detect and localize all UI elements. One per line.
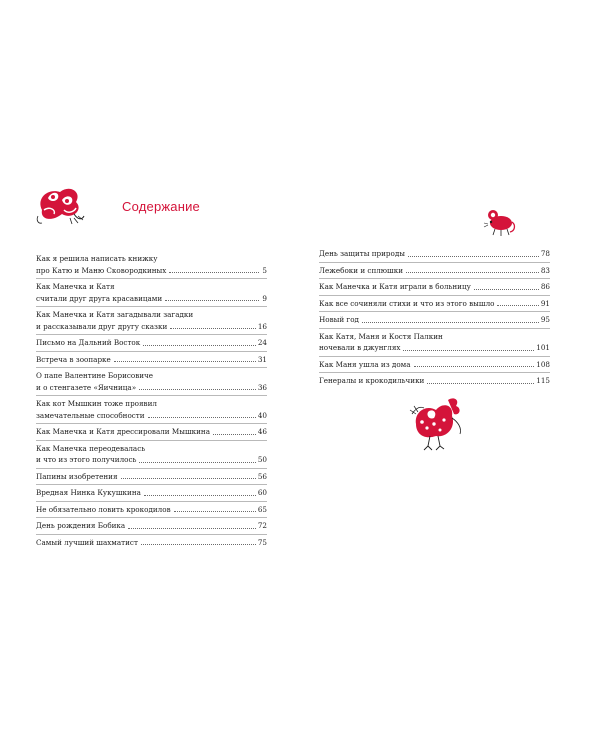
toc-page-number: 72 — [257, 521, 267, 530]
toc-entry-title: замечательные способности — [36, 410, 145, 420]
toc-entry[interactable] — [36, 484, 267, 501]
dot-leader — [408, 256, 539, 257]
dot-leader — [414, 366, 535, 367]
dot-leader — [141, 544, 256, 545]
toc-page-number: 24 — [257, 338, 267, 347]
toc-entry[interactable] — [319, 356, 550, 373]
toc-page-number: 46 — [257, 427, 267, 436]
toc-entry[interactable] — [319, 246, 550, 262]
dot-leader — [128, 528, 256, 529]
dot-leader — [139, 389, 256, 390]
toc-entry[interactable] — [36, 351, 267, 368]
toc-entry-title: Как Маня ушла из дома — [319, 359, 411, 369]
toc-entry-title: Папины изобретения — [36, 471, 118, 481]
toc-entry-title: Письмо на Дальний Восток — [36, 338, 141, 347]
toc-entry-title: Как я решила написать книжку — [36, 254, 158, 263]
toc-left — [36, 251, 267, 550]
right-page — [300, 0, 600, 750]
dot-leader — [497, 305, 538, 306]
toc-entry[interactable] — [319, 372, 550, 389]
dot-leader — [406, 272, 539, 273]
toc-entry[interactable] — [319, 328, 550, 356]
dot-leader — [169, 272, 259, 273]
flower-ornament-icon — [34, 180, 86, 226]
toc-entry[interactable] — [319, 295, 550, 312]
toc-page-number: 78 — [540, 249, 550, 258]
dot-leader — [148, 417, 256, 418]
dot-leader — [170, 328, 256, 329]
toc-page-number: 86 — [540, 282, 550, 291]
toc-entry[interactable] — [36, 440, 267, 468]
toc-entry[interactable] — [36, 517, 267, 534]
toc-entry-title: Вредная Нинка Кукушкина — [36, 488, 141, 497]
dot-leader — [139, 462, 255, 463]
toc-entry[interactable] — [36, 423, 267, 440]
toc-entry-title: Как Манечка и Катя — [36, 282, 115, 291]
toc-entry-title: ночевали в джунглях — [319, 343, 401, 352]
dot-leader — [474, 289, 539, 290]
toc-page-number: 40 — [257, 410, 267, 420]
toc-entry-title: Как кот Мышкин тоже проявил — [36, 399, 157, 408]
toc-page-number: 5 — [262, 265, 267, 275]
toc-page-number: 60 — [257, 488, 267, 497]
dot-leader — [403, 350, 534, 351]
toc-page-number: 115 — [536, 376, 550, 385]
dot-leader — [427, 383, 534, 384]
toc-entry[interactable] — [319, 311, 550, 328]
toc-entry-title: считали друг друга красавицами — [36, 293, 163, 303]
dot-leader — [165, 300, 259, 301]
toc-page-number: 91 — [540, 298, 550, 308]
toc-entry[interactable] — [319, 278, 550, 295]
toc-entry-title: Лежебоки и сплюшки — [319, 265, 404, 275]
toc-page-number: 75 — [257, 537, 267, 547]
dot-leader — [144, 495, 256, 496]
dot-leader — [114, 361, 256, 362]
toc-entry[interactable] — [36, 367, 267, 395]
toc-entry-title: Как Катя, Маня и Костя Палкин — [319, 331, 443, 341]
dot-leader — [121, 478, 256, 479]
toc-entry-title: и рассказывали друг другу сказки — [36, 321, 168, 331]
contents-heading: Содержание — [122, 199, 200, 214]
toc-entry-title: Как Манечка и Катя дрессировали Мышкина — [36, 427, 210, 436]
toc-entry[interactable] — [36, 278, 267, 306]
toc-entry-title: Новый год — [319, 315, 359, 324]
toc-page-number: 108 — [536, 359, 550, 369]
toc-entry-title: Генералы и крокодильчики — [319, 376, 425, 385]
toc-entry-title: и о стенгазете «Яичница» — [36, 382, 137, 392]
toc-page-number: 16 — [257, 321, 267, 331]
toc-entry-title: про Катю и Маню Сковородкиных — [36, 265, 167, 275]
dot-leader — [213, 434, 256, 435]
toc-entry[interactable] — [319, 262, 550, 279]
dot-leader — [362, 322, 539, 323]
toc-entry-title: и что из этого получилось — [36, 455, 137, 464]
toc-page-number: 31 — [257, 354, 267, 364]
toc-page-number: 101 — [536, 343, 550, 352]
toc-page-number: 95 — [540, 315, 550, 324]
toc-entry-title: Как Манечка и Катя играли в больницу — [319, 282, 471, 291]
toc-page-number: 50 — [257, 455, 267, 464]
dot-leader — [143, 345, 256, 346]
toc-entry-title: День защиты природы — [319, 249, 406, 258]
toc-page-number: 36 — [257, 382, 267, 392]
toc-entry[interactable] — [36, 334, 267, 351]
toc-entry[interactable] — [36, 534, 267, 551]
toc-entry-title: День рождения Бобика — [36, 521, 126, 530]
toc-entry-title: Как Манечка переодевалась — [36, 443, 146, 453]
toc-entry[interactable] — [36, 395, 267, 423]
toc-page-number: 9 — [262, 293, 267, 303]
toc-entry-title: Как все сочиняли стихи и что из этого вышло — [319, 298, 495, 308]
toc-entry-title: Встреча в зоопарке — [36, 354, 111, 364]
dot-leader — [174, 511, 256, 512]
toc-entry[interactable] — [36, 306, 267, 334]
toc-entry-title: Самый лучший шахматист — [36, 537, 138, 547]
rooster-ornament-icon — [408, 394, 466, 456]
toc-entry[interactable] — [36, 468, 267, 485]
toc-entry[interactable] — [36, 251, 267, 278]
toc-page-number: 65 — [257, 504, 267, 514]
toc-entry-title: Как Манечка и Катя загадывали загадки — [36, 310, 194, 319]
toc-page-number: 83 — [540, 265, 550, 275]
mouse-ornament-icon — [483, 207, 517, 237]
toc-right — [319, 246, 550, 389]
toc-entry[interactable] — [36, 501, 267, 518]
toc-entry-title: О папе Валентине Борисовиче — [36, 371, 154, 380]
toc-entry-title: Не обязательно ловить крокодилов — [36, 504, 171, 514]
toc-page-number: 56 — [257, 471, 267, 481]
